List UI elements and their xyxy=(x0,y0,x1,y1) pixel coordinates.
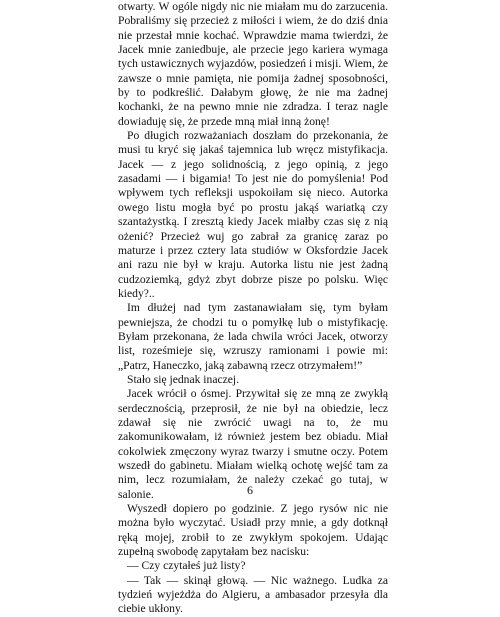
page-body-text xyxy=(118,0,388,617)
dialogue-line: — Tak — skinął głową. — Nic ważnego. Ludka za tydzień wyjeżdża do Algieru, a ambasador przesyła dla ciebie ukłony. xyxy=(118,573,388,616)
paragraph: Jacek wrócił o ósmej. Przywitał się ze mną ze zwykłą serdecznością, przeprosił, że nie był na obiedzie, lecz zdawał się nie zwrócić uwagi na to, że mu zakomunikowałam, iż również jestem bez obiadu. Miał cokolwiek zmęczony wyraz twarzy i smutne oczy. Potem wszedł do gabinetu. Miałam wielką ochotę wejść tam za nim, lecz rozumiałam, że należy czekać go tutaj, w salonie. xyxy=(118,387,388,501)
paragraph: otwarty. W ogóle nigdy nic nie miałam mu do zarzucenia. Pobraliśmy się przecież z miłości i wiem, że do dziś dnia nie przestał mnie kochać. Wprawdzie mama twierdzi, że Jacek mnie zaniedbuje, ale przecie jego kariera wymaga tych ustawicznych wyjazdów, posiedzeń i misji. Wiem, że zawsze o mnie pamięta, nie pomija żadnej sposobności, by to podkreślić. Dałabym głowę, że nie ma żadnej kochanki, że na pewno mnie nie zdradza. I teraz nagle dowiaduję się, że przede mną miał inną żonę! xyxy=(118,0,388,128)
dialogue-line: — Czy czytałeś już listy? xyxy=(127,559,246,573)
paragraph: Im dłużej nad tym zastanawiałam się, tym byłam pewniejsza, że chodzi tu o pomyłkę lub o mistyfikację. Byłam przekonana, że lada chwila wróci Jacek, otworzy list, roześmieje się, wzruszy ramionami i powie mi: „Patrz, Haneczko, jaką zabawną rzecz otrzymałem!” xyxy=(118,301,388,372)
paragraph: Stało się jednak inaczej. xyxy=(127,372,240,386)
paragraph: Po długich rozważaniach doszłam do przekonania, że musi tu kryć się jakaś tajemnica lub wręcz mistyfikacja. Jacek — z jego solidnością, z jego opinią, z jego zasadami — i bigamia! To jest nie do pomyślenia! Pod wpływem tych refleksji uspokoiłam się nieco. Autorka owego listu mogła być po prostu jakąś wariatką czy szantażystką. I zresztą kiedy Jacek miałby czas się z nią ożenić? Przecież wuj go zabrał za granicę zaraz po maturze i przez cztery lata studiów w Oksfordzie Jacek ani razu nie był w kraju. Autorka listu nie jest żadną cudzoziemką, gdyż zbyt dobrze pisze po polsku. Więc kiedy?.. xyxy=(118,129,388,300)
paragraph: Wyszedł dopiero po godzinie. Z jego rysów nic nie można było wyczytać. Usiadł przy mnie, a gdy dotknął ręką mojej, zrobił to ze zwykłym spokojem. Udając zupełną swobodę zapytałam bez nacisku: xyxy=(118,502,388,559)
page-number: 6 xyxy=(247,483,253,497)
